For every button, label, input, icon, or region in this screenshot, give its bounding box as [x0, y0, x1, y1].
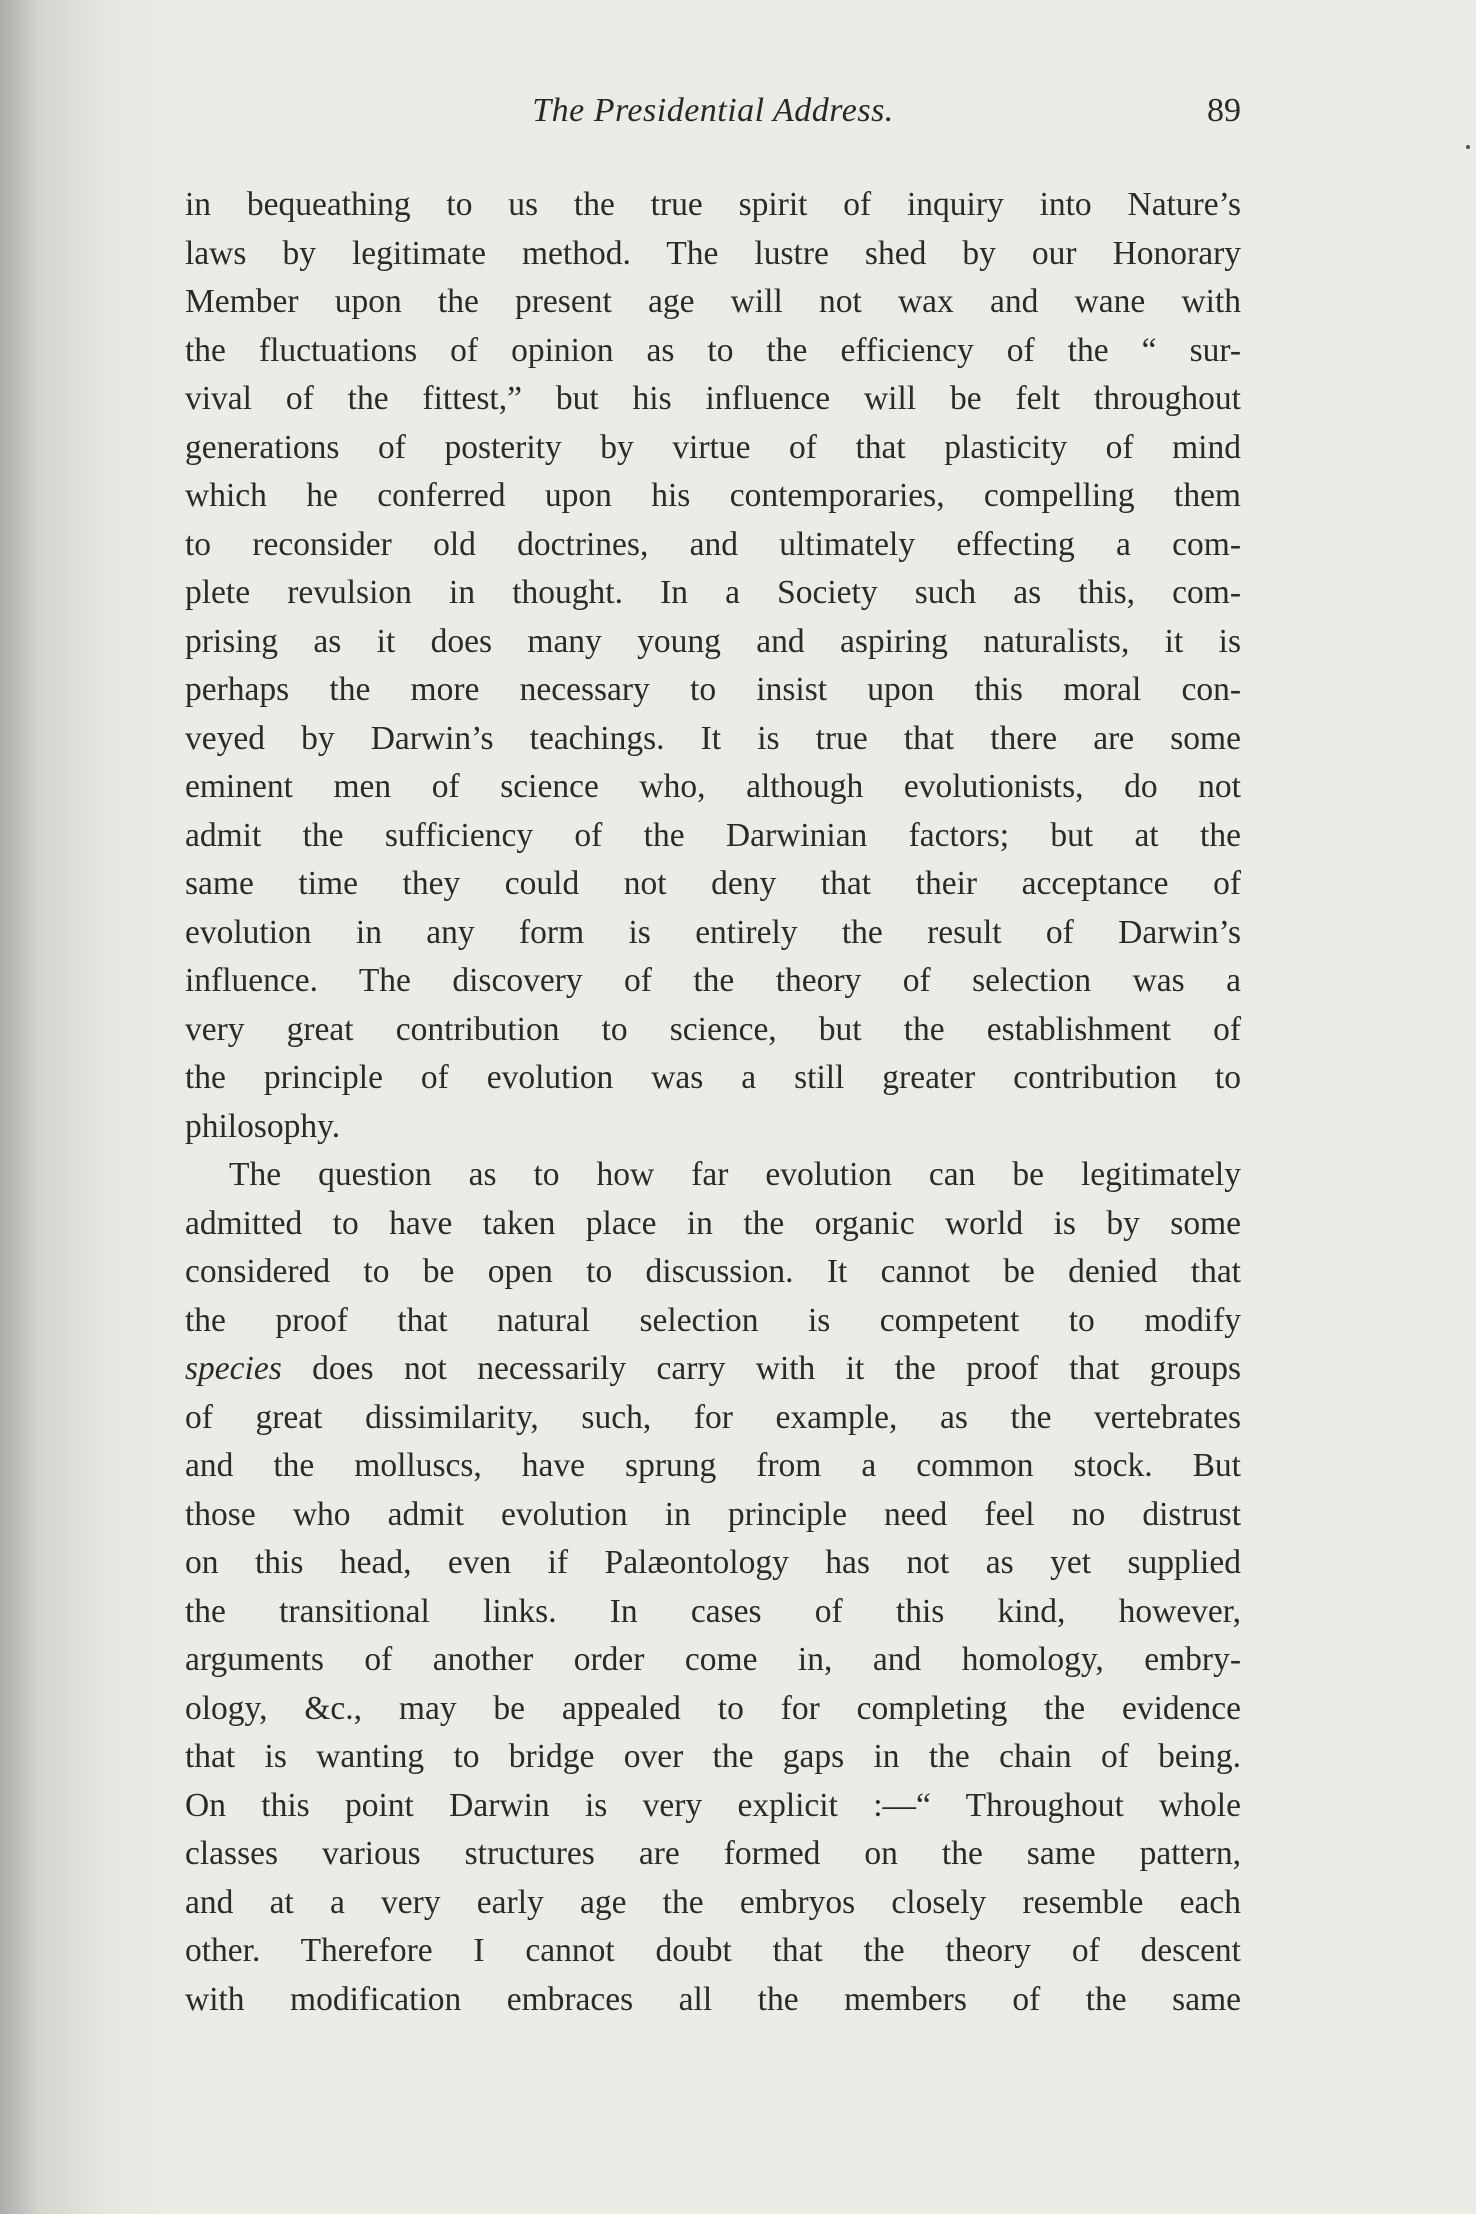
text-line: ology, &c., may be appealed to for completing the evidence	[185, 1689, 1241, 1727]
text-line: Member upon the present age will not wax and wane with	[185, 283, 1241, 320]
text-line: that is wanting to bridge over the gaps in the chain of being.	[185, 1738, 1241, 1775]
text-line: in bequeathing to us the true spirit of inquiry into Nature’s	[185, 186, 1241, 223]
text-line: vival of the fittest,” but his influence will be felt throughout	[185, 380, 1241, 417]
text-line: those who admit evolution in principle need feel no distrust	[185, 1495, 1241, 1533]
text-line: plete revulsion in thought. In a Society such as this, com-	[185, 574, 1241, 611]
text-line: to reconsider old doctrines, and ultimately effecting a com-	[185, 525, 1241, 563]
text-line: other. Therefore I cannot doubt that the theory of descent	[185, 1932, 1241, 1969]
text-line: the principle of evolution was a still greater contribution to	[185, 1059, 1241, 1096]
text-line: very great contribution to science, but the establishment of	[185, 1010, 1241, 1048]
text-line: admit the sufficiency of the Darwinian factors; but at the	[185, 816, 1241, 854]
text-line: generations of posterity by virtue of that plasticity of mind	[185, 428, 1241, 466]
running-title: The Presidential Address.	[532, 92, 894, 129]
margin-speck	[1466, 145, 1470, 149]
running-header	[185, 92, 1241, 142]
text-line: considered to be open to discussion. It cannot be denied that	[185, 1253, 1241, 1290]
text-line: the fluctuations of opinion as to the efficiency of the “ sur-	[185, 331, 1241, 369]
text-line: and at a very early age the embryos closely resemble each	[185, 1883, 1241, 1921]
text-line: classes various structures are formed on the same pattern,	[185, 1835, 1241, 1872]
text-line: admitted to have taken place in the organic world is by some	[185, 1204, 1241, 1242]
body-text	[185, 181, 1241, 2024]
text-line: evolution in any form is entirely the result of Darwin’s	[185, 913, 1241, 951]
text-line: of great dissimilarity, such, for example, as the vertebrates	[185, 1398, 1241, 1436]
text-line: eminent men of science who, although evolutionists, do not	[185, 768, 1241, 805]
text-line: the transitional links. In cases of this kind, however,	[185, 1592, 1241, 1630]
text-line: species does not necessarily carry with it the proof that groups	[185, 1350, 1241, 1387]
text-line: veyed by Darwin’s teachings. It is true that there are some	[185, 719, 1241, 757]
text-line: philosophy.	[185, 1107, 341, 1145]
paragraph-1	[185, 181, 1241, 1151]
text-line: influence. The discovery of the theory of selection was a	[185, 962, 1241, 999]
text-line: the proof that natural selection is competent to modify	[185, 1301, 1241, 1339]
text-line: arguments of another order come in, and homology, embry-	[185, 1641, 1241, 1678]
text-line: with modification embraces all the members of the same	[185, 1980, 1241, 2018]
paragraph-2	[185, 1151, 1241, 2024]
page-number: 89	[1207, 92, 1241, 129]
text-line: prising as it does many young and aspiring naturalists, it is	[185, 622, 1241, 660]
text-line: on this head, even if Palæontology has not as yet supplied	[185, 1544, 1241, 1581]
text-line: same time they could not deny that their acceptance of	[185, 865, 1241, 902]
text-line: and the molluscs, have sprung from a common stock. But	[185, 1447, 1241, 1484]
text-line: laws by legitimate method. The lustre shed by our Honorary	[185, 234, 1241, 272]
text-line: On this point Darwin is very explicit :—“ Throughout whole	[185, 1786, 1241, 1824]
text-line: which he conferred upon his contemporaries, compelling them	[185, 477, 1241, 514]
italic-term: species	[185, 1350, 282, 1387]
text-line: The question as to how far evolution can be legitimately	[229, 1156, 1241, 1193]
text-line: perhaps the more necessary to insist upon this moral con-	[185, 671, 1241, 708]
